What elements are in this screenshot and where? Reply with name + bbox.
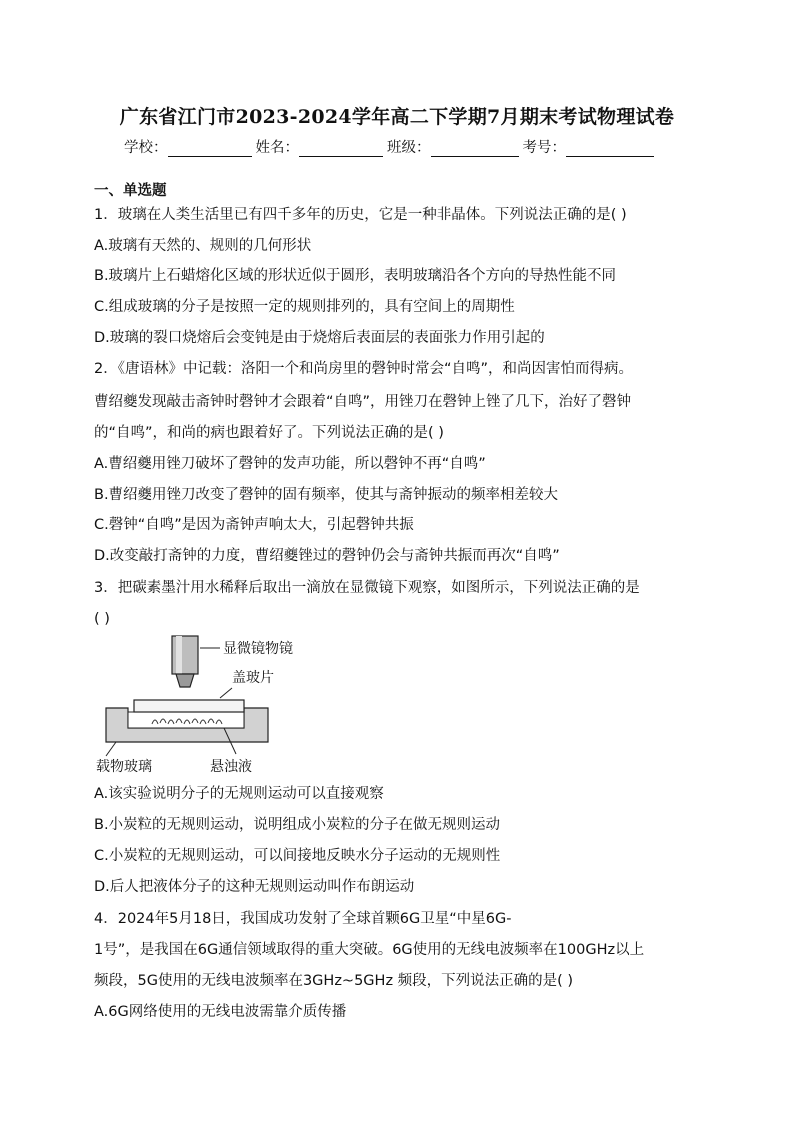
q2-option-a: A.曹绍夔用锉刀破坏了磬钟的发声功能，所以磬钟不再“自鸣”: [94, 456, 486, 472]
q4-stem-line2: 1号”，是我国在6G通信领域取得的重大突破。6G使用的无线电波频率在100GHz以上: [94, 942, 645, 958]
slide-leader-line: [106, 742, 116, 756]
objective-label: 显微镜物镜: [223, 641, 293, 657]
school-label: 学校：: [124, 140, 168, 156]
page-title: 广东省江门市2023-2024学年高二下学期7月期末考试物理试卷: [119, 106, 675, 128]
cover-slip-leader-line: [220, 688, 232, 698]
q3-option-b: B.小炭粒的无规则运动，说明组成小炭粒的分子在做无规则运动: [94, 817, 501, 833]
q2-stem-line3: 的“自鸣”，和尚的病也跟着好了。下列说法正确的是( ): [94, 425, 444, 441]
q1-option-b: B.玻璃片上石蜡熔化区域的形状近似于圆形，表明玻璃沿各个方向的导热性能不同: [94, 268, 617, 284]
q1-option-c: C.组成玻璃的分子是按照一定的规则排列的，具有空间上的周期性: [94, 299, 515, 315]
q2-option-c: C.磬钟“自鸣”是因为斋钟声响太大，引起磬钟共振: [94, 517, 414, 533]
student-info-row: [124, 136, 684, 157]
q4-stem-line3: 频段，5G使用的无线电波频率在3GHz~5GHz 频段，下列说法正确的是( ): [94, 973, 574, 989]
q4-option-a: A.6G网络使用的无线电波需靠介质传播: [94, 1004, 347, 1020]
q2-option-b: B.曹绍夔用锉刀改变了磬钟的固有频率，使其与斋钟振动的频率相差较大: [94, 487, 559, 503]
q3-stem-line1: 3．把碳素墨汁用水稀释后取出一滴放在显微镜下观察，如图所示，下列说法正确的是: [94, 580, 640, 596]
cover-slip: [134, 700, 244, 712]
name-label: 姓名：: [255, 140, 299, 156]
name-blank[interactable]: [299, 140, 383, 157]
q2-stem-line1: 2．《唐语林》中记载：洛阳一个和尚房里的磬钟时常会“自鸣”，和尚因害怕而得病。: [94, 361, 633, 377]
class-blank[interactable]: [431, 140, 519, 157]
q2-option-d: D.改变敲打斋钟的力度，曹绍夔锉过的磬钟仍会与斋钟共振而再次“自鸣”: [94, 548, 560, 564]
school-blank[interactable]: [168, 140, 252, 157]
cover-slip-label: 盖玻片: [232, 670, 274, 686]
microscope-figure: [92, 632, 342, 782]
q2-stem-line2: 曹绍夔发现敲击斋钟时磬钟才会跟着“自鸣”，用锉刀在磬钟上锉了几下，治好了磬钟: [94, 394, 632, 410]
q1-option-d: D.玻璃的裂口烧熔后会变钝是由于烧熔后表面层的表面张力作用引起的: [94, 330, 545, 346]
section-heading: 一、单选题: [94, 183, 167, 199]
q3-stem-line2: ( ): [94, 611, 110, 627]
objective-lens-tip: [176, 674, 194, 687]
q1-option-a: A.玻璃有天然的、规则的几何形状: [94, 238, 312, 254]
slide-label: 载物玻璃: [96, 759, 152, 775]
q3-option-a: A.该实验说明分子的无规则运动可以直接观察: [94, 786, 384, 802]
exam-number-blank[interactable]: [566, 140, 654, 157]
q3-option-c: C.小炭粒的无规则运动，可以间接地反映水分子运动的无规则性: [94, 848, 501, 864]
objective-lens-body: [172, 636, 198, 674]
class-label: 班级：: [387, 140, 431, 156]
q3-option-d: D.后人把液体分子的这种无规则运动叫作布朗运动: [94, 879, 415, 895]
q1-stem: 1．玻璃在人类生活里已有四千多年的历史，它是一种非晶体。下列说法正确的是( ): [94, 207, 627, 223]
exam-number-label: 考号：: [522, 140, 566, 156]
q4-stem-line1: 4．2024年5月18日，我国成功发射了全球首颗6G卫星“中星6G-: [94, 911, 512, 927]
suspension-label: 悬浊液: [210, 759, 252, 775]
